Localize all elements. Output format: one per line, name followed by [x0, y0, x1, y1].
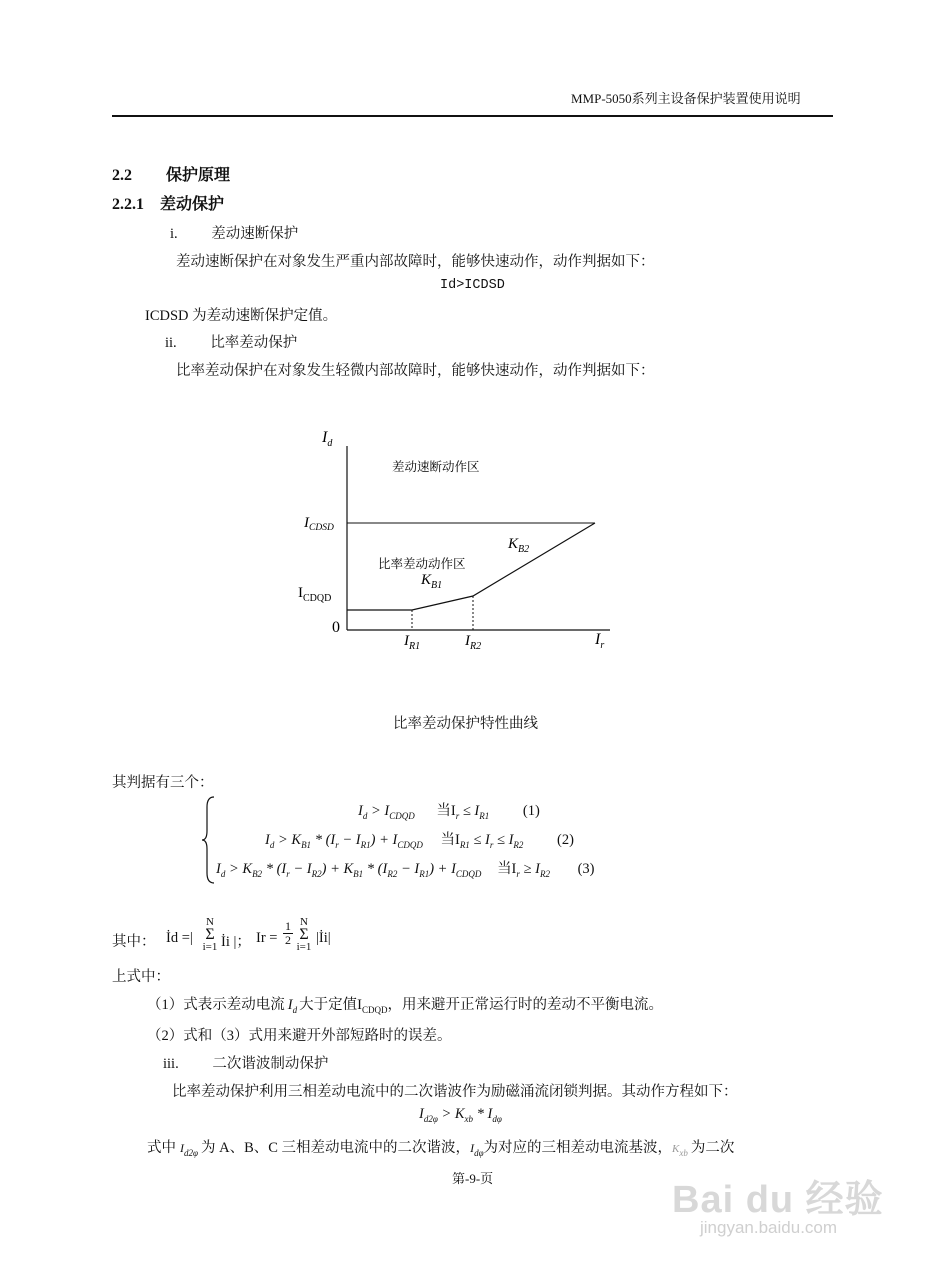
- baidu-watermark-url: jingyan.baidu.com: [700, 1218, 838, 1237]
- ir1-label: $I_{R1}$: [404, 633, 421, 652]
- note-1: （1）式表示差动电流 $I_d$ 大于定值$I_{CDQD}$，用来避开正常运行时的差动不平衡电流。: [147, 997, 663, 1015]
- where-label: 其中：: [112, 934, 156, 950]
- baidu-watermark-logo: Bai du 经验: [672, 1179, 884, 1221]
- item-iii-description: 比率差动保护利用三相差动电流中的二次谐波作为励磁涌流闭锁判据。其动作方程如下：: [172, 1084, 738, 1100]
- ir-fraction: 1 2: [285, 919, 291, 947]
- equation-1: $I_d > I_{CDQD}$ 当$I_r \le I_{R1}$ (1): [358, 803, 540, 821]
- kb1-label: $K_{B1}$: [421, 572, 443, 591]
- subsection-title: 差动保护: [160, 196, 225, 213]
- section-number: 2.2: [112, 167, 132, 184]
- kb2-label: $K_{B2}$: [508, 536, 530, 555]
- section-title: 保护原理: [166, 167, 231, 184]
- above-formula-label: 上式中：: [112, 969, 170, 985]
- zone-lower-label: 比率差动动作区: [378, 557, 466, 571]
- note-2: （2）式和（3）式用来避开外部短路时的误差。: [147, 1028, 452, 1044]
- page-number: 第-9-页: [452, 1171, 494, 1186]
- page-header-title: MMP-5050系列主设备保护装置使用说明: [571, 91, 801, 106]
- item-iii-title: 二次谐波制动保护: [212, 1056, 329, 1072]
- item-ii-title: 比率差动保护: [210, 335, 298, 351]
- zone-upper-label: 差动速断动作区: [392, 460, 480, 474]
- icdsd-label: $I_{CDSD}$: [304, 515, 334, 533]
- icdqd-label: $I_{CDQD}$: [298, 585, 332, 604]
- equation-2: $I_d > K_{B1} * (I_r - I_{R1}) + I_{CDQD}$ 当$I_{R1} \le I_r \le I_{R2}$ (2): [265, 832, 574, 850]
- diagram-caption: 比率差动保护特性曲线: [393, 716, 538, 732]
- y-axis-label: $I_d$: [322, 429, 333, 449]
- id-sum: N Σ i=1: [202, 916, 218, 953]
- item-ii-description: 比率差动保护在对象发生轻微内部故障时，能够快速动作，动作判据如下：: [176, 363, 655, 379]
- item-i-number: i.: [170, 226, 178, 242]
- item-ii-number: ii.: [165, 335, 177, 351]
- criteria-intro: 其判据有三个：: [112, 775, 214, 791]
- item-i-formula: Id>ICDSD: [440, 278, 505, 293]
- subsection-number: 2.2.1: [112, 196, 144, 213]
- item-i-title: 差动速断保护: [211, 226, 299, 242]
- item-iii-number: iii.: [163, 1056, 179, 1072]
- differential-characteristic-diagram: [290, 420, 630, 660]
- item-ii-heading: [165, 331, 297, 352]
- header-rule: [112, 115, 833, 117]
- ir-sum: N Σ i=1: [296, 916, 312, 953]
- item-i-note: ICDSD 为差动速断保护定值。: [145, 308, 338, 324]
- origin-label: 0: [332, 619, 340, 636]
- id-definition-lhs: İd =|: [166, 930, 193, 946]
- item-i-heading: [170, 222, 298, 243]
- ir-definition-rhs: |İi|: [316, 930, 331, 946]
- id-definition-rhs: İi |；: [221, 934, 251, 950]
- equation-3: $I_d > K_{B2} * (I_r - I_{R2}) + K_{B1} * (I_{R2} - I_{R1}) + I_{CDQD}$ 当$I_r \ge I_{R2}$ (3): [216, 861, 595, 879]
- ir-definition-lhs: Ir =: [256, 930, 278, 946]
- item-iii-heading: [163, 1052, 328, 1073]
- item-i-description: 差动速断保护在对象发生严重内部故障时，能够快速动作，动作判据如下：: [176, 254, 655, 270]
- item-iii-last-line: 式中 $I_{d2\varphi}$ 为 A、B、C 三相差动电流中的二次谐波，$I_{d\varphi}$为对应的三相差动电流基波，$K_{xb}$ 为二次: [147, 1140, 735, 1158]
- subsection-heading: [112, 191, 224, 214]
- x-axis-label: $I_r$: [595, 631, 605, 651]
- item-iii-equation: $I_{d2\varphi} > K_{xb} * I_{d\varphi}$: [419, 1106, 502, 1124]
- ir2-label: $I_{R2}$: [465, 633, 482, 652]
- section-heading: [112, 162, 230, 185]
